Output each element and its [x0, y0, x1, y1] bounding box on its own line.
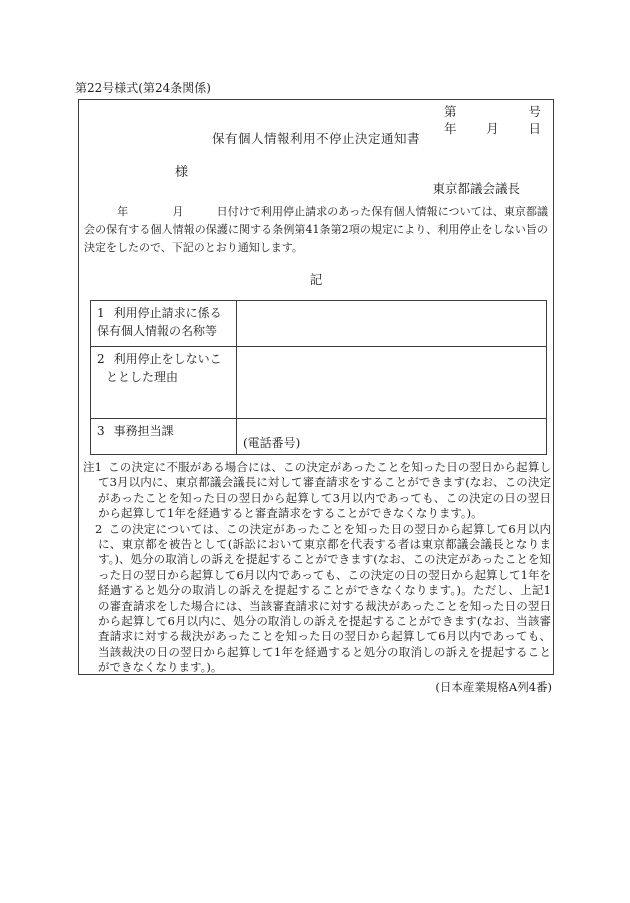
row3-label-cell	[91, 419, 237, 455]
row1-number: 1	[97, 306, 105, 320]
row1-label-text: 利用停止請求に係る	[113, 306, 222, 320]
phone-number-label: (電話番号)	[243, 436, 301, 450]
table-row-2	[91, 347, 547, 419]
note-1-text: この決定に不服がある場合には、この決定があったことを知った日の翌日から起算して3月以内に、東京都議会議長に対して審査請求をすることができます(なお、この決定があったことを知った日の翌日から起算して3月以内であっても、この決定の日の翌日から起算して1年を経過すると審査請求をすることができなくなります。)。	[98, 460, 551, 521]
date-month-label: 月	[486, 121, 499, 136]
date-day-label: 日	[528, 121, 541, 136]
note-2	[83, 522, 551, 676]
table-row-3	[91, 419, 547, 455]
row3-number: 3	[97, 424, 105, 438]
row2-value-cell	[237, 347, 547, 419]
row2-label-line1	[97, 350, 232, 368]
note-2-text: この決定については、この決定があったことを知った日の翌日から起算して6月以内に、東京都を被告として(訴訟において東京都を代表する者は東京都議会議長となります。)、処分の取消しの訴えを提起することができます(なお、この決定があったことを知った日の翌日から起算して6月以内であっても、この決定の日の翌日から起算して1年を経過すると処分の取消しの訴えを提起することができなくなります。)。ただし、上記1の審査請求をした場合には、当該審査請求に対する裁決があったことを知った日の翌日から起算して6月以内に、処分の取消しの訴えを提起することができます(なお、当該審査請求に対する裁決があったことを知った日の翌日から起算して6月以内であっても、当該裁決の日の翌日から起算して1年を経過すると処分の取消しの訴えを提起することができなくなります。)。	[98, 521, 551, 675]
note-2-label: 2	[95, 521, 103, 536]
row1-label-line2: 保有個人情報の名称等	[97, 324, 218, 338]
table-row-1	[91, 301, 547, 347]
paper-size-note: (日本産業規格A列4番)	[435, 680, 552, 694]
number-prefix: 第	[444, 104, 457, 119]
details-table	[90, 300, 547, 455]
row2-label-cell	[91, 347, 237, 419]
row1-label-cell	[91, 301, 237, 347]
document-title: 保有個人情報利用不停止決定通知書	[211, 131, 420, 146]
row3-value-cell	[237, 419, 547, 455]
form-number-label: 第22号様式(第24条関係)	[75, 81, 211, 95]
row3-label-text: 事務担当課	[113, 424, 174, 438]
document-number-line	[444, 103, 541, 120]
row2-label-text: 利用停止をしないこ	[113, 352, 222, 366]
row2-number: 2	[97, 352, 105, 366]
notes-section	[83, 460, 551, 676]
note-1	[83, 460, 551, 522]
body-paragraph: 年 月 日付けで利用停止請求のあった保有個人情報については、東京都議会の保有する個人情報の保護に関する条例第41条第2項の規定により、利用停止をしない旨の決定をしたので、下記のとおり通知します。	[84, 205, 548, 254]
sender-name: 東京都議会議長	[432, 181, 520, 196]
note-1-label: 注1	[83, 460, 102, 474]
number-suffix: 号	[528, 104, 541, 119]
row1-label-line1	[97, 304, 232, 322]
row1-value-cell	[237, 301, 547, 347]
row2-label-line2: ととした理由	[106, 370, 179, 384]
row3-label-line1	[97, 422, 232, 440]
date-year-label: 年	[444, 121, 457, 136]
form-border-box	[78, 99, 554, 675]
addressee-suffix: 様	[175, 165, 189, 180]
ki-marker: 記	[309, 272, 323, 287]
